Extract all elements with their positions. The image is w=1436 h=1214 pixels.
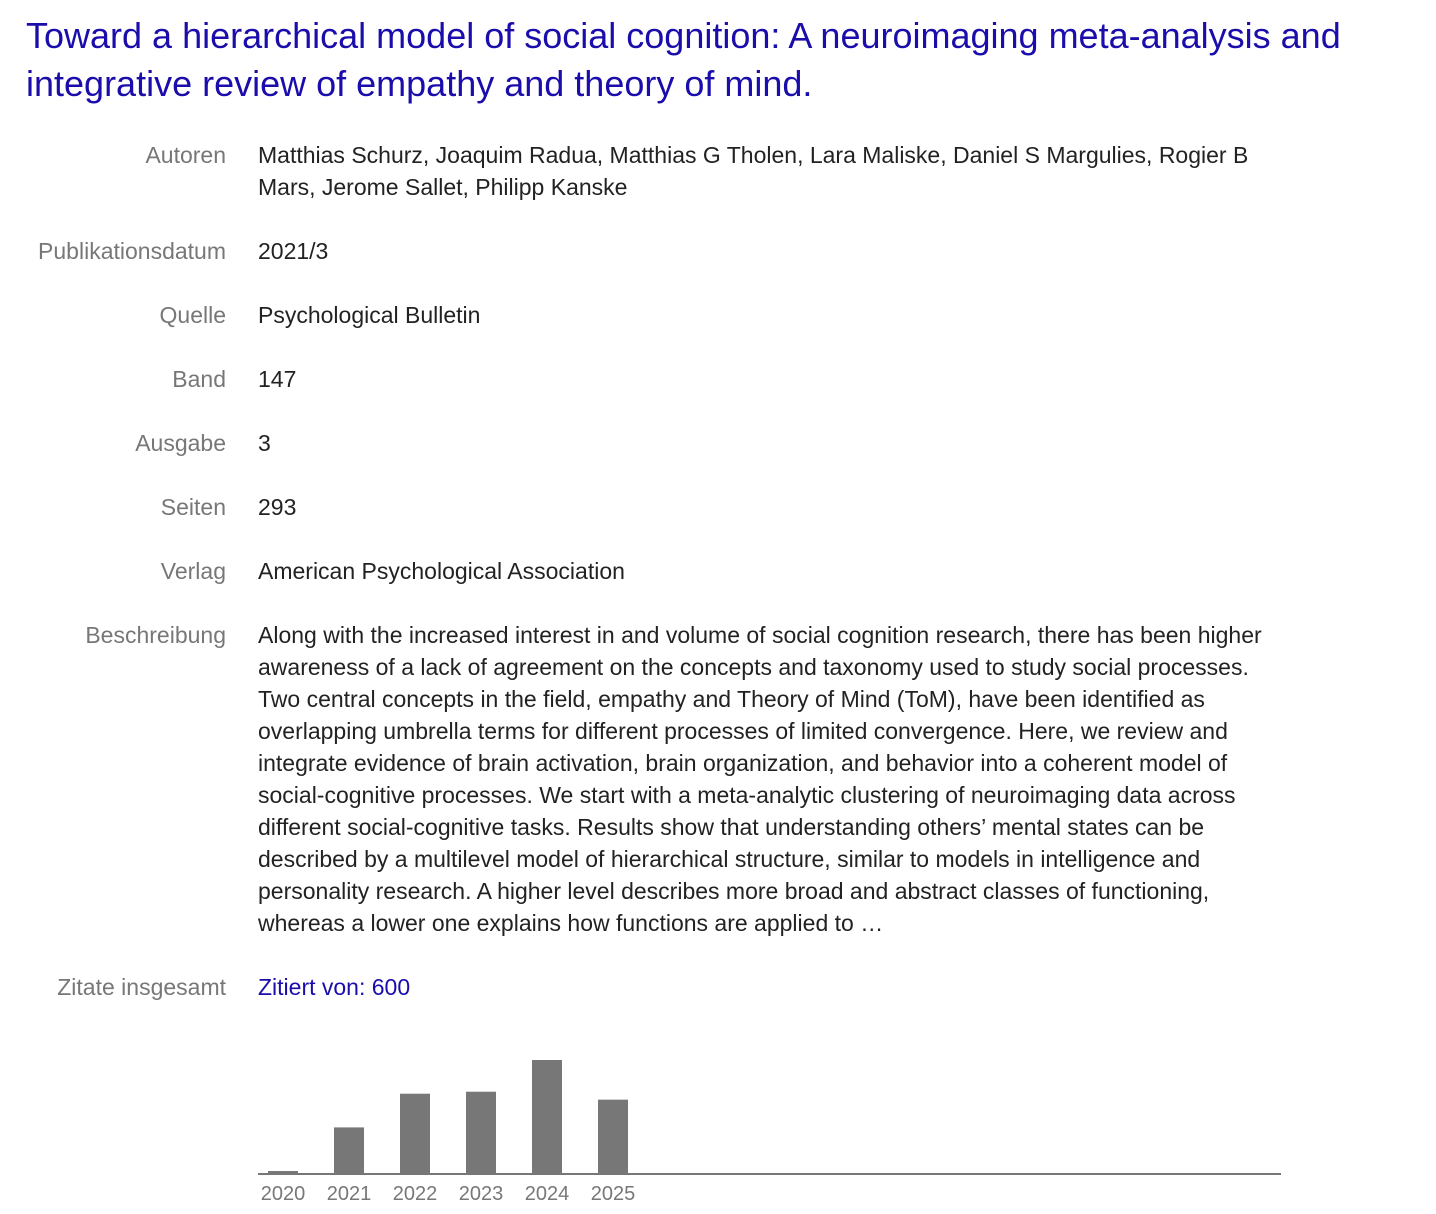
bar-2022[interactable] bbox=[400, 1094, 430, 1174]
bar-2023[interactable] bbox=[466, 1092, 496, 1174]
date-value: 2021/3 bbox=[258, 238, 329, 264]
tick-label-2021: 2021 bbox=[326, 1183, 372, 1205]
chart-bars bbox=[268, 1060, 628, 1174]
description-label: Beschreibung bbox=[85, 622, 226, 648]
volume-value: 147 bbox=[258, 366, 297, 392]
citations-label: Zitate insgesamt bbox=[57, 974, 226, 1000]
pages-label: Seiten bbox=[160, 494, 226, 520]
pages-value: 293 bbox=[258, 494, 297, 520]
authors-label: Autoren bbox=[145, 142, 226, 168]
volume-label: Band bbox=[172, 366, 226, 392]
tick-label-2024: 2024 bbox=[524, 1183, 570, 1205]
issue-value: 3 bbox=[258, 430, 271, 456]
tick-label-2022: 2022 bbox=[392, 1183, 438, 1205]
chart-tick-labels bbox=[261, 1183, 636, 1205]
article-title-link[interactable]: Toward a hierarchical model of social cognition: A neuroimaging meta-analysis and integrative review of empathy and theory of mind. bbox=[26, 15, 1341, 104]
bar-2021[interactable] bbox=[334, 1127, 364, 1174]
tick-label-2023: 2023 bbox=[458, 1183, 504, 1205]
publisher-value: American Psychological Association bbox=[258, 558, 625, 584]
bar-2025[interactable] bbox=[598, 1100, 628, 1174]
cited-by-link[interactable]: Zitiert von: 600 bbox=[258, 974, 411, 1000]
tick-label-2025: 2025 bbox=[590, 1183, 636, 1205]
date-label: Publikationsdatum bbox=[38, 238, 226, 264]
authors-value: Matthias Schurz, Joaquim Radua, Matthias G Tholen, Lara Maliske, Daniel S Margulies, Rogier B Mars, Jerome Sallet, Philipp Kanske bbox=[258, 142, 1249, 200]
bar-2024[interactable] bbox=[532, 1060, 562, 1174]
issue-label: Ausgabe bbox=[135, 430, 226, 456]
source-label: Quelle bbox=[159, 302, 226, 328]
publisher-label: Verlag bbox=[160, 558, 226, 584]
source-value: Psychological Bulletin bbox=[258, 302, 481, 328]
tick-label-2020: 2020 bbox=[260, 1183, 306, 1205]
description-value: Along with the increased interest in and volume of social cognition research, there has been higher awareness of a lack of agreement on the concepts and taxonomy used to study social processes. Two central concepts in the field, empathy and Theory of Mind (ToM), have been identified as overlapping umbrella terms for different processes of limited convergence. Here, we review and integrate evidence of brain activation, brain organization, and behavior into a coherent model of social-cognitive processes. We start with a meta-analytic clustering of neuroimaging data across different social-cognitive tasks. Results show that understanding others’ mental states can be described by a multilevel model of hierarchical structure, similar to models in intelligence and personality research. A higher level describes more broad and abstract classes of functioning, whereas a lower one explains how functions are applied to … bbox=[258, 622, 1262, 936]
